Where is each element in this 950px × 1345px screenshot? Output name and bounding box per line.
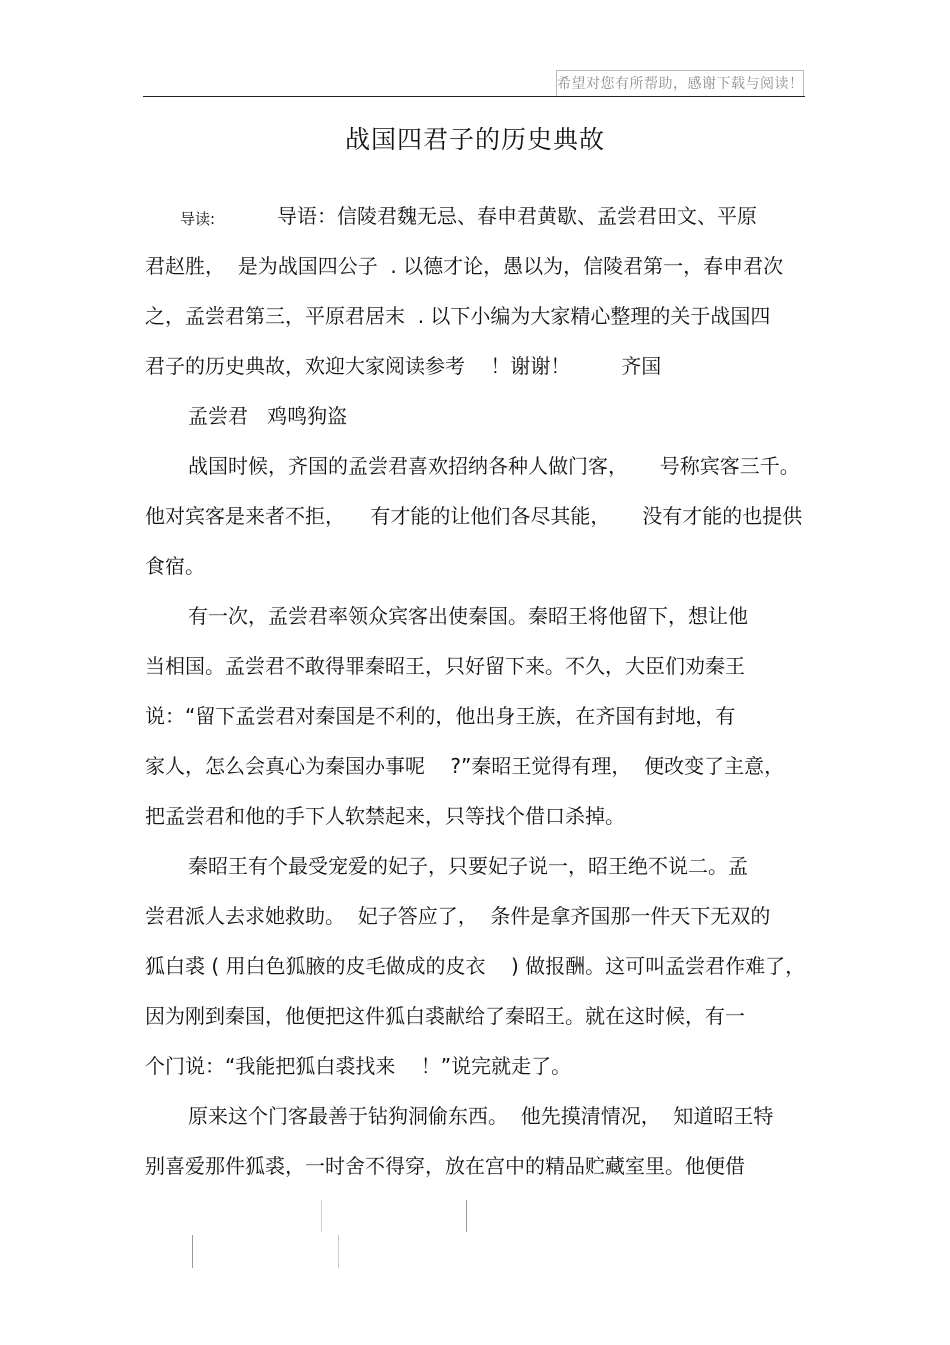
paragraph-line: 战国时候，齐国的孟尝君喜欢招纳各种人做门客， 号称宾客三千。 <box>188 454 800 478</box>
paragraph-line: 当相国。孟尝君不敢得罪秦昭王，只好留下来。不久，大臣们劝秦王 <box>145 654 745 678</box>
section-heading: 孟尝君 鸡鸣狗盗 <box>188 404 348 428</box>
paragraph-line: 原来这个门客最善于钻狗洞偷东西。 他先摸清情况， 知道昭王特 <box>188 1104 774 1128</box>
document-title: 战国四君子的历史典故 <box>344 125 605 154</box>
paragraph-line: 他对宾客是来者不拒， 有才能的让他们各尽其能， 没有才能的也提供 <box>145 504 803 528</box>
paragraph-line: 把孟尝君和他的手下人软禁起来，只等找个借口杀掉。 <box>145 804 625 828</box>
scan-artifact-line <box>192 1235 193 1268</box>
scan-artifact-line <box>466 1200 467 1232</box>
paragraph-line: 导语：信陵君魏无忌、春申君黄歇、孟尝君田文、平原 <box>277 204 757 228</box>
paragraph-line: 君赵胜， 是为战国四公子 . 以德才论，愚以为，信陵君第一，春申君次 <box>145 254 784 278</box>
paragraph-line: 个门说：“我能把狐白裘找来 ！”说完就走了。 <box>145 1054 572 1078</box>
header-rule <box>143 96 805 97</box>
paragraph-line: 君子的历史典故，欢迎大家阅读参考 ！谢谢！ 齐国 <box>145 354 662 378</box>
scan-artifact-line <box>321 1200 322 1232</box>
paragraph-line: 家人，怎么会真心为秦国办事呢 ?”秦昭王觉得有理， 便改变了主意， <box>145 754 785 778</box>
paragraph-line: 有一次，孟尝君率领众宾客出使秦国。秦昭王将他留下，想让他 <box>188 604 748 628</box>
paragraph-line: 别喜爱那件狐裘，一时舍不得穿，放在宫中的精品贮藏室里。他便借 <box>145 1154 745 1178</box>
header-banner: 希望对您有所帮助，感谢下载与阅读！ <box>556 70 804 96</box>
paragraph-line: 秦昭王有个最受宠爱的妃子，只要妃子说一，昭王绝不说二。孟 <box>188 854 748 878</box>
guide-label: 导读: <box>180 210 216 228</box>
paragraph-line: 说：“留下孟尝君对秦国是不利的，他出身王族，在齐国有封地，有 <box>145 704 736 728</box>
paragraph-line: 狐白裘 ( 用白色狐腋的皮毛做成的皮衣 ) 做报酬。这可叫孟尝君作难了， <box>145 954 806 978</box>
paragraph-line: 尝君派人去求她救助。 妃子答应了， 条件是拿齐国那一件天下无双的 <box>145 904 771 928</box>
paragraph-line: 因为刚到秦国，他便把这件狐白裘献给了秦昭王。就在这时候，有一 <box>145 1004 745 1028</box>
scan-artifact-line <box>338 1235 339 1268</box>
paragraph-line: 食宿。 <box>145 554 205 578</box>
paragraph-line: 之，孟尝君第三，平原君居末 . 以下小编为大家精心整理的关于战国四 <box>145 304 771 328</box>
